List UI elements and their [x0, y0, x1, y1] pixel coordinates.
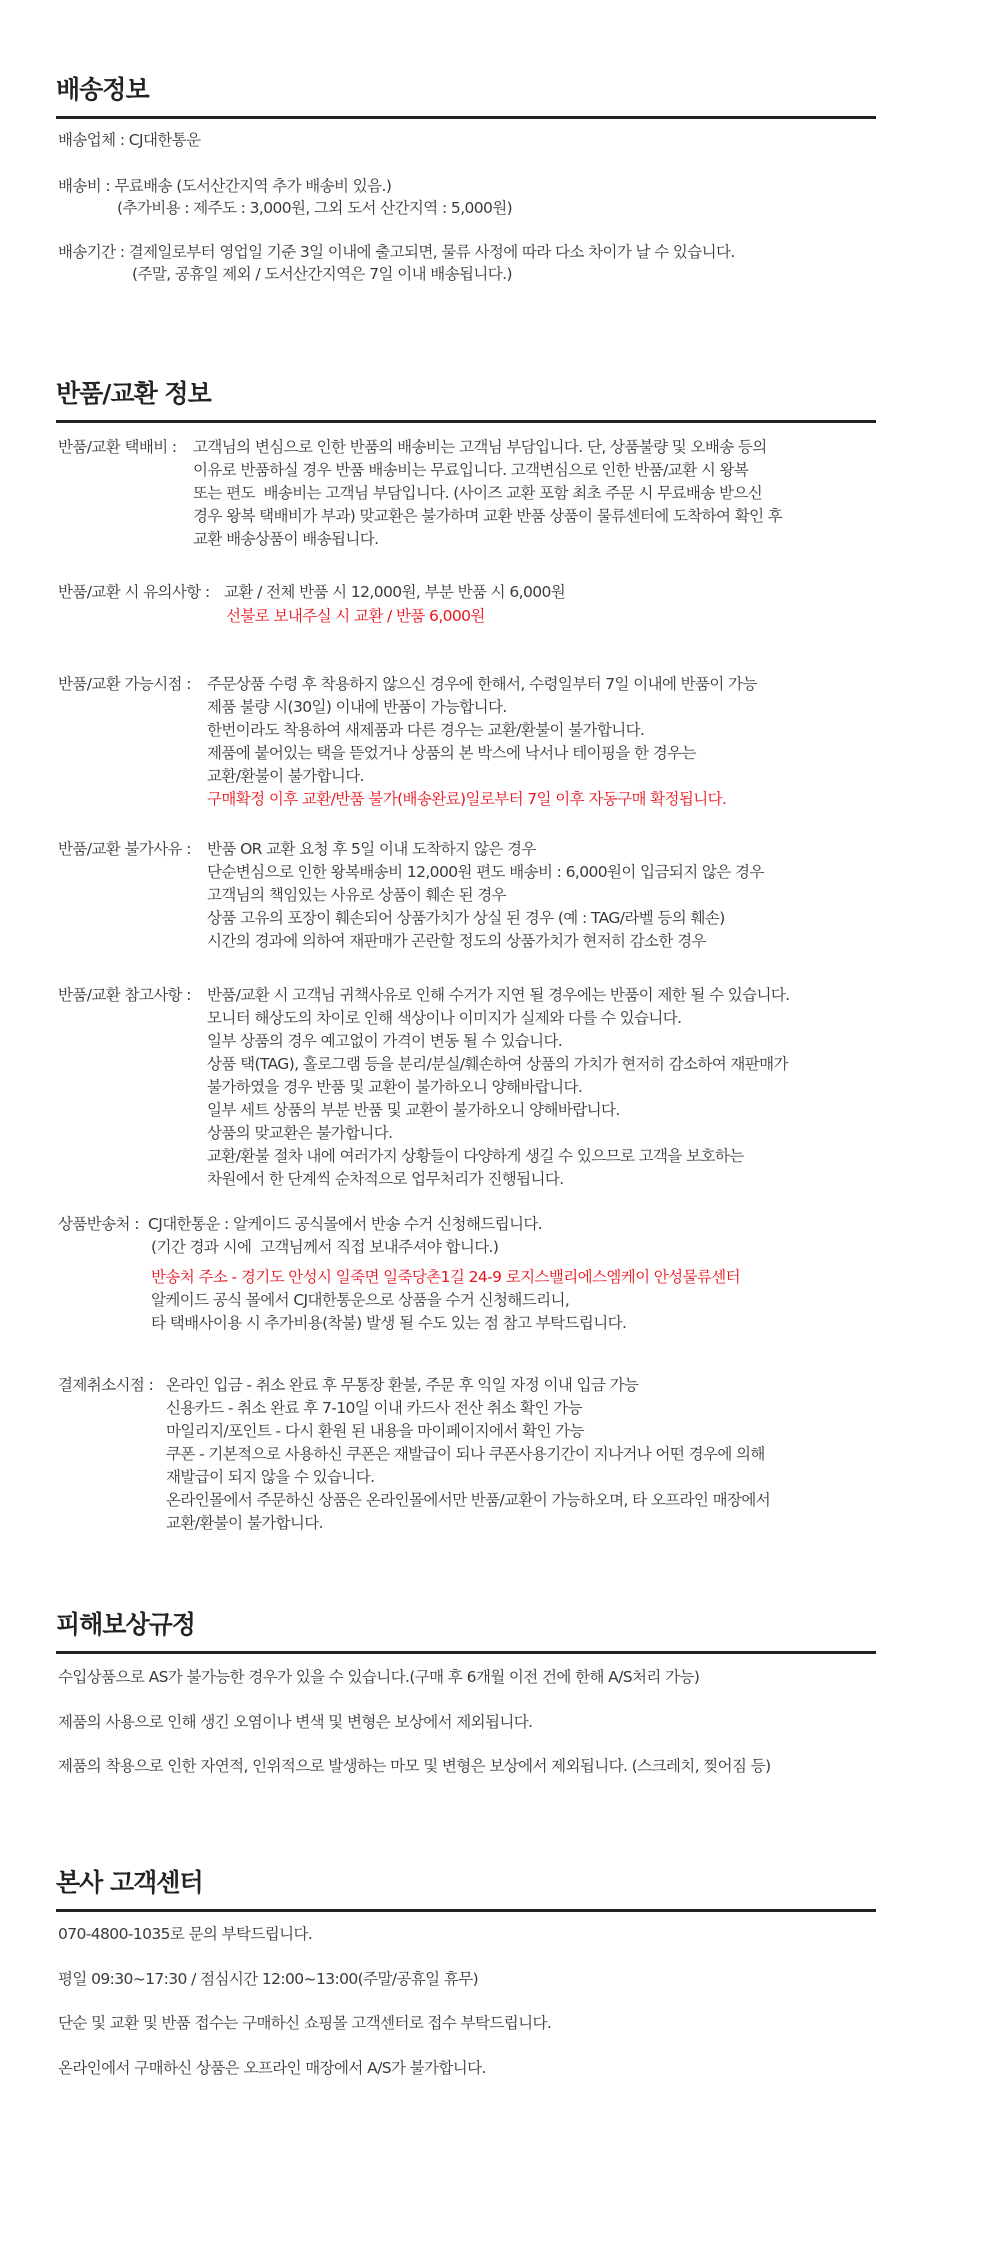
- cancel-label: 결제취소시점 :: [58, 1376, 154, 1394]
- sendback-line: 알케이드 공식 몰에서 CJ대한통운으로 상품을 수거 신청해드리니,: [151, 1291, 570, 1309]
- center-hours: 평일 09:30~17:30 / 점심시간 12:00~13:00(주말/공휴일 휴무): [58, 1970, 479, 1988]
- return-notice-highlight: 선불로 보내주실 시 교환 / 반품 6,000원: [226, 607, 485, 625]
- returns-section: [56, 374, 876, 423]
- return-possible-highlight: 구매확정 이후 교환/반품 불가(배송완료)일로부터 7일 이후 자동구매 확정됩니다.: [207, 790, 727, 808]
- text-line: 신용카드 - 취소 완료 후 7-10일 이내 카드사 전산 취소 확인 가능: [166, 1399, 582, 1417]
- shipping-fee-extra: (추가비용 : 제주도 : 3,000원, 그외 도서 산간지역 : 5,000원): [117, 199, 513, 217]
- text-line: 한번이라도 착용하여 새제품과 다른 경우는 교환/환불이 불가합니다.: [207, 721, 645, 739]
- center-note: 단순 및 교환 및 반품 접수는 구매하신 쇼핑몰 고객센터로 접수 부탁드립니다.: [58, 2014, 552, 2032]
- center-title: 본사 고객센터: [56, 1863, 876, 1912]
- text-line: 불가하였을 경우 반품 및 교환이 불가하오니 양해바랍니다.: [207, 1078, 583, 1096]
- text-line: 경우 왕복 택배비가 부과) 맞교환은 불가하며 교환 반품 상품이 물류센터에 도착하여 확인 후: [193, 507, 783, 525]
- text-line: 온라인 입금 - 취소 완료 후 무통장 환불, 주문 후 익일 자정 이내 입금 가능: [166, 1376, 639, 1394]
- sendback-label: 상품반송처 :: [58, 1215, 139, 1233]
- text-line: 고객님의 변심으로 인한 반품의 배송비는 고객님 부담입니다. 단, 상품불량 및 오배송 등의: [193, 438, 767, 456]
- returns-title: 반품/교환 정보: [56, 374, 876, 423]
- return-reference-label: 반품/교환 참고사항 :: [58, 986, 191, 1004]
- text-line: 교환/환불이 불가합니다.: [207, 767, 365, 785]
- sendback-note: (기간 경과 시에 고객님께서 직접 보내주셔야 합니다.): [151, 1238, 499, 1256]
- text-line: 쿠폰 - 기본적으로 사용하신 쿠폰은 재발급이 되나 쿠폰사용기간이 지나거나 어떤 경우에 의해: [166, 1445, 765, 1463]
- damage-title: 피해보상규정: [56, 1605, 876, 1654]
- return-possible-label: 반품/교환 가능시점 :: [58, 675, 191, 693]
- shipping-carrier: 배송업체 : CJ대한통운: [58, 131, 201, 149]
- text-line: 시간의 경과에 의하여 재판매가 곤란할 정도의 상품가치가 현저히 감소한 경우: [207, 932, 706, 950]
- text-line: 단순변심으로 인한 왕복배송비 12,000원 편도 배송비 : 6,000원이 입금되지 않은 경우: [207, 863, 764, 881]
- center-note: 온라인에서 구매하신 상품은 오프라인 매장에서 A/S가 불가합니다.: [58, 2059, 486, 2077]
- text-line: 교환 배송상품이 배송됩니다.: [193, 530, 379, 548]
- center-phone: 070-4800-1035로 문의 부탁드립니다.: [58, 1925, 313, 1943]
- return-notice-text: 교환 / 전체 반품 시 12,000원, 부분 반품 시 6,000원: [224, 583, 566, 601]
- sendback-line: 타 택배사이용 시 추가비용(착불) 발생 될 수도 있는 점 참고 부탁드립니다.: [151, 1314, 627, 1332]
- sendback-address: 반송처 주소 - 경기도 안성시 일죽면 일죽당촌1길 24-9 로지스밸리에스엠케이 안성물류센터: [151, 1268, 741, 1286]
- text-line: 반품 OR 교환 요청 후 5일 이내 도착하지 않은 경우: [207, 840, 536, 858]
- text-line: 상품의 맞교환은 불가합니다.: [207, 1124, 393, 1142]
- text-line: 교환/환불 절차 내에 여러가지 상황들이 다양하게 생길 수 있으므로 고객을 보호하는: [207, 1147, 744, 1165]
- text-line: 차원에서 한 단계씩 순차적으로 업무처리가 진행됩니다.: [207, 1170, 564, 1188]
- shipping-fee: 배송비 : 무료배송 (도서산간지역 추가 배송비 있음.): [58, 177, 392, 195]
- text-line: 반품/교환 시 고객님 귀책사유로 인해 수거가 지연 될 경우에는 반품이 제한 될 수 있습니다.: [207, 986, 790, 1004]
- return-impossible-label: 반품/교환 불가사유 :: [58, 840, 191, 858]
- return-fee-label: 반품/교환 택배비 :: [58, 438, 177, 456]
- text-line: 교환/환불이 불가합니다.: [166, 1514, 324, 1532]
- text-line: 모니터 해상도의 차이로 인해 색상이나 이미지가 실제와 다를 수 있습니다.: [207, 1009, 682, 1027]
- shipping-section: [56, 70, 876, 119]
- text-line: 상품 고유의 포장이 훼손되어 상품가치가 상실 된 경우 (예 : TAG/라벨 등의 훼손): [207, 909, 725, 927]
- shipping-period: 배송기간 : 결제일로부터 영업일 기준 3일 이내에 출고되면, 물류 사정에 따라 다소 차이가 날 수 있습니다.: [58, 243, 735, 261]
- text-line: 제품에 붙어있는 택을 뜯었거나 상품의 본 박스에 낙서나 테이핑을 한 경우는: [207, 744, 696, 762]
- text-line: 주문상품 수령 후 착용하지 않으신 경우에 한해서, 수령일부터 7일 이내에 반품이 가능: [207, 675, 757, 693]
- text-line: 일부 상품의 경우 예고없이 가격이 변동 될 수 있습니다.: [207, 1032, 563, 1050]
- shipping-period-note: (주말, 공휴일 제외 / 도서산간지역은 7일 이내 배송됩니다.): [132, 265, 512, 283]
- text-line: 이유로 반품하실 경우 반품 배송비는 무료입니다. 고객변심으로 인한 반품/교환 시 왕복: [193, 461, 749, 479]
- damage-line: 제품의 착용으로 인한 자연적, 인위적으로 발생하는 마모 및 변형은 보상에서 제외됩니다. (스크레치, 찢어짐 등): [58, 1757, 771, 1775]
- text-line: 또는 편도 배송비는 고객님 부담입니다. (사이즈 교환 포함 최초 주문 시 무료배송 받으신: [193, 484, 763, 502]
- damage-line: 수입상품으로 AS가 불가능한 경우가 있을 수 있습니다.(구매 후 6개월 이전 건에 한해 A/S처리 가능): [58, 1668, 700, 1686]
- center-section: [56, 1863, 876, 1912]
- return-notice-label: 반품/교환 시 유의사항 :: [58, 583, 210, 601]
- text-line: 고객님의 책임있는 사유로 상품이 훼손 된 경우: [207, 886, 507, 904]
- text-line: 온라인몰에서 주문하신 상품은 온라인몰에서만 반품/교환이 가능하오며, 타 오프라인 매장에서: [166, 1491, 771, 1509]
- text-line: 제품 불량 시(30일) 이내에 반품이 가능합니다.: [207, 698, 507, 716]
- damage-line: 제품의 사용으로 인해 생긴 오염이나 변색 및 변형은 보상에서 제외됩니다.: [58, 1713, 533, 1731]
- sendback-text: CJ대한통운 : 알케이드 공식몰에서 반송 수거 신청해드립니다.: [148, 1215, 543, 1233]
- damage-section: [56, 1605, 876, 1654]
- text-line: 마일리지/포인트 - 다시 환원 된 내용을 마이페이지에서 확인 가능: [166, 1422, 584, 1440]
- text-line: 재발급이 되지 않을 수 있습니다.: [166, 1468, 375, 1486]
- shipping-title: 배송정보: [56, 70, 876, 119]
- text-line: 일부 세트 상품의 부분 반품 및 교환이 불가하오니 양해바랍니다.: [207, 1101, 620, 1119]
- text-line: 상품 택(TAG), 홀로그램 등을 분리/분실/훼손하여 상품의 가치가 현저히 감소하여 재판매가: [207, 1055, 788, 1073]
